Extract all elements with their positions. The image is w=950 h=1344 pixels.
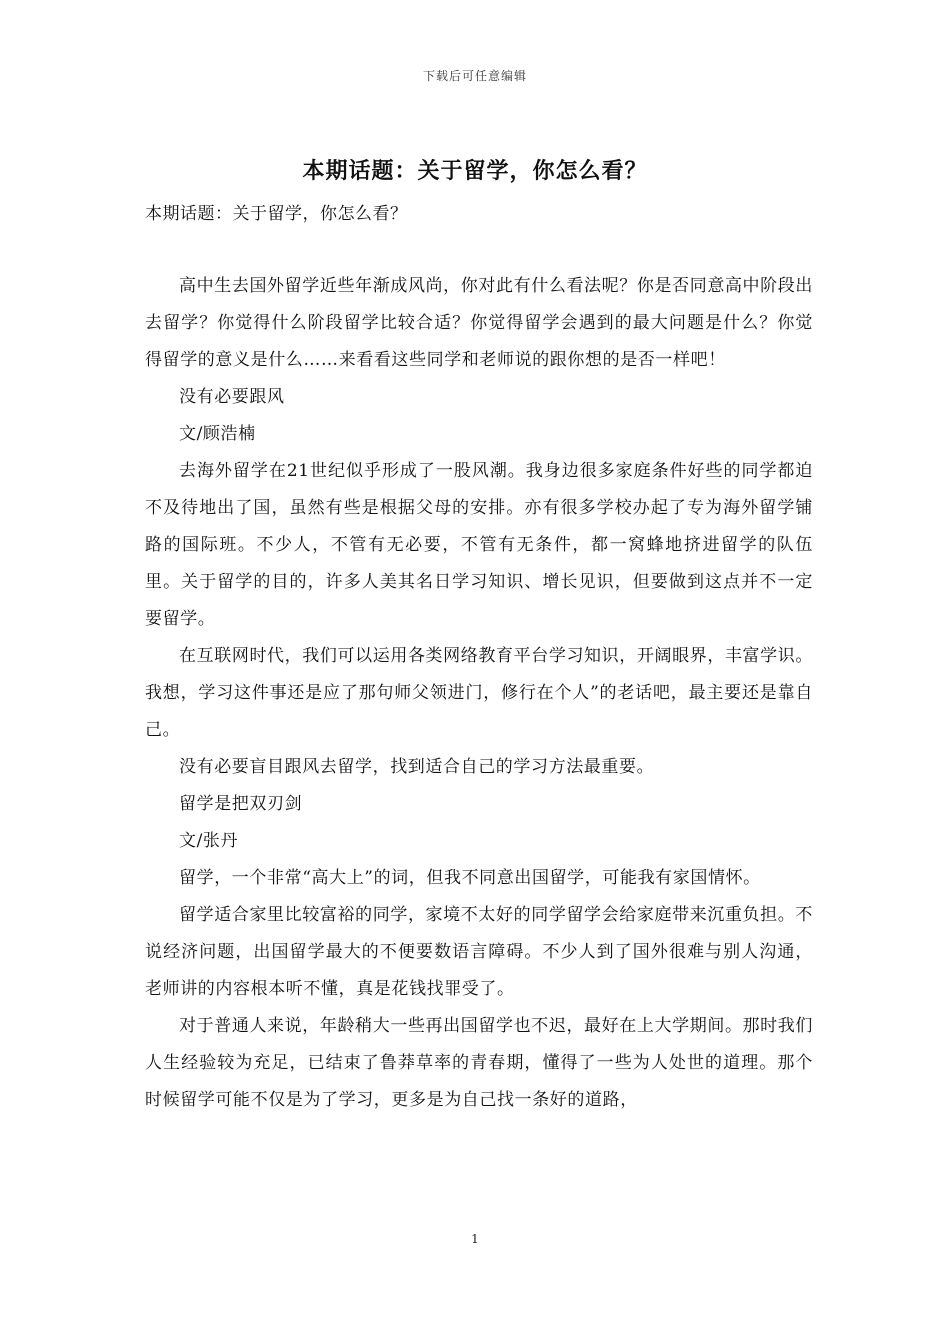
author-line-1: 文/顾浩楠 [179,424,256,444]
body-paragraph: 留学适合家里比较富裕的同学，家境不太好的同学留学会给家庭带来沉重负担。不说经济问题，出国留学最大的不便要数语言障碍。不少人到了国外很难与别人沟通，老师讲的内容根本听不懂，真是花钱找罪受了。 [145,905,813,999]
body-paragraph: 没有必要盲目跟风去留学，找到适合自己的学习方法最重要。 [179,757,655,777]
author-line-2: 文/张丹 [179,831,239,851]
section-heading-1: 没有必要跟风 [179,387,285,407]
body-paragraph: 在互联网时代，我们可以运用各类网络教育平台学习知识，开阔眼界，丰富学识。我想，学习这件事还是应了那句师父领进门，修行在个人”的老话吧，最主要还是靠自己。 [145,646,813,740]
page-number: 1 [471,1232,479,1246]
section-heading-2: 留学是把双刃剑 [179,794,303,814]
body-paragraph: 留学，一个非常“高大上”的词，但我不同意出国留学，可能我有家国情怀。 [179,868,761,888]
intro-paragraph: 高中生去国外留学近些年渐成风尚，你对此有什么看法呢？你是否同意高中阶段出去留学？你觉得什么阶段留学比较合适？你觉得留学会遇到的最大问题是什么？你觉得留学的意义是什么……来看看这些同学和老师说的跟你想的是否一样吧！ [145,276,813,370]
body-paragraph: 对于普通人来说，年龄稍大一些再出国留学也不迟，最好在上大学期间。那时我们人生经验较为充足，已结束了鲁莽草率的青春期，懂得了一些为人处世的道理。那个时候留学可能不仅是为了学习，更多是为自己找一条好的道路， [145,1016,813,1110]
article-body [145,268,813,1119]
article-title: 本期话题：关于留学，你怎么看？ [302,158,648,184]
header-note: 下载后可任意编辑 [422,69,527,83]
body-paragraph: 去海外留学在21世纪似乎形成了一股风潮。我身边很多家庭条件好些的同学都迫不及待地出了国，虽然有些是根据父母的安排。亦有很多学校办起了专为海外留学铺路的国际班。不少人，不管有无必要，不管有无条件，都一窝蜂地挤进留学的队伍里。关于留学的目的，许多人美其名日学习知识、增长见识，但要做到这点并不一定要留学。 [145,461,813,629]
article-subtitle: 本期话题：关于留学，你怎么看？ [145,204,408,224]
